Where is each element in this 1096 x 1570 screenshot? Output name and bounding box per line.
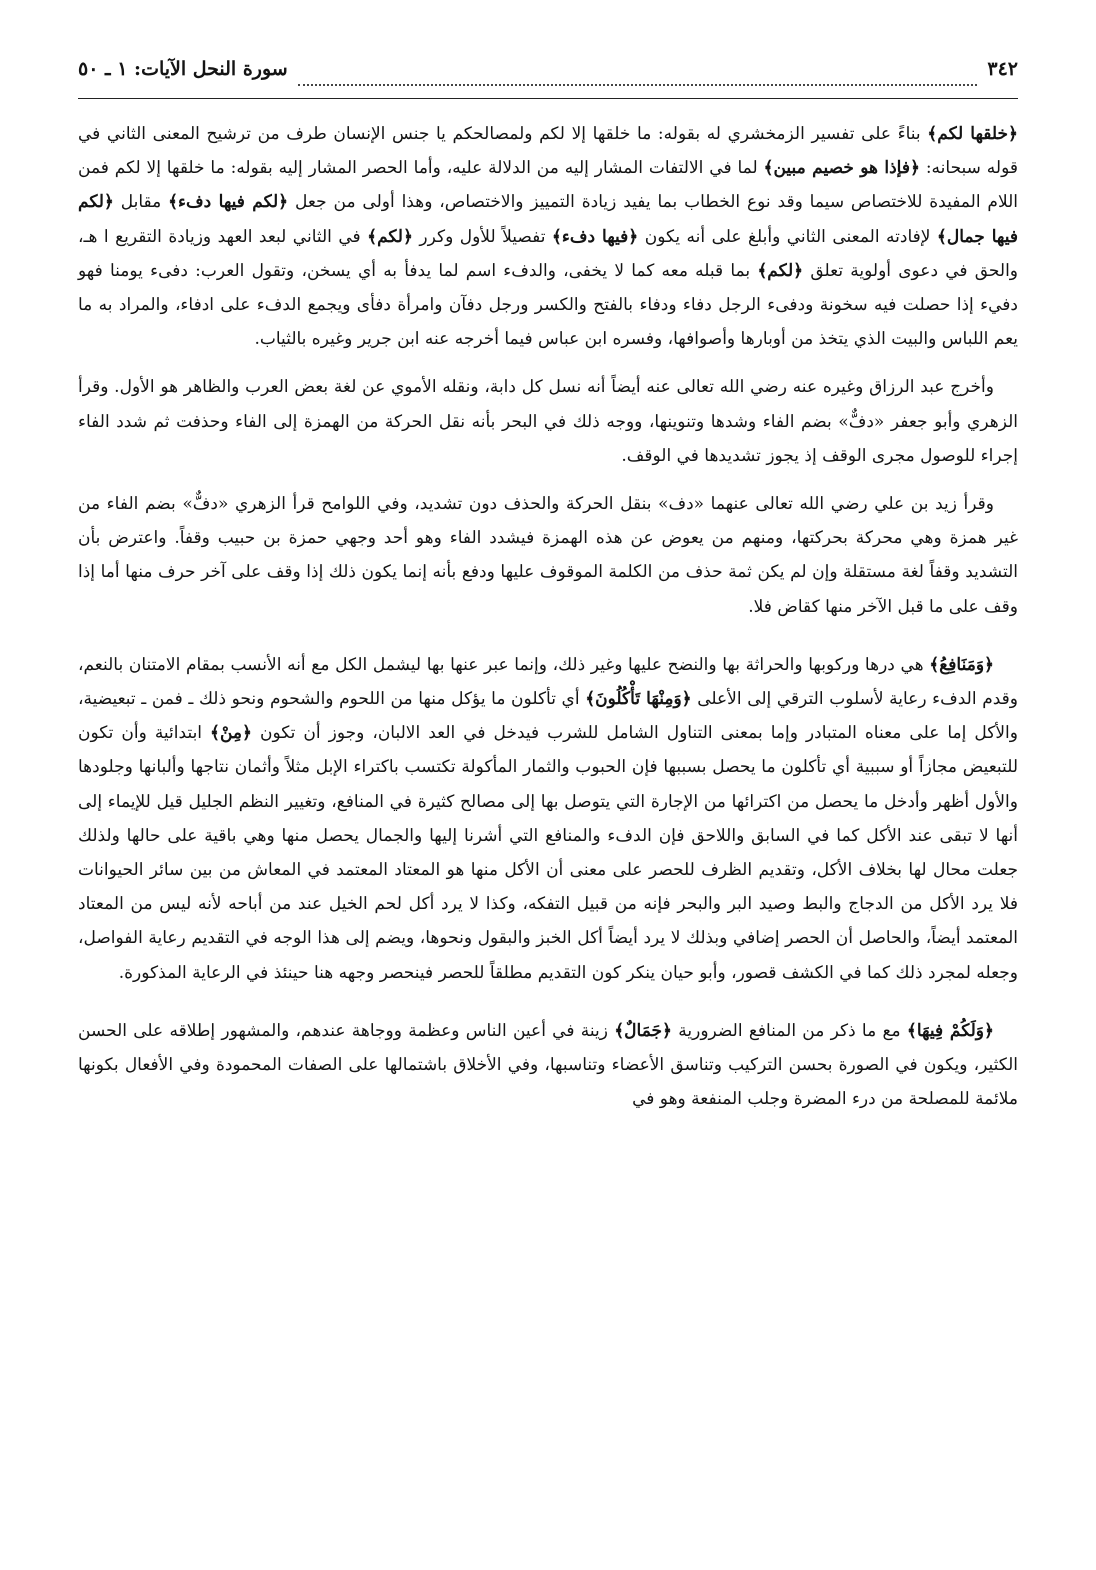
quran-quote: ﴿لكم فيها دفء﴾: [168, 192, 289, 213]
quran-quote: ﴿فإذا هو خصيم مبين﴾: [763, 158, 920, 179]
quran-quote: ﴿خلقها لكم﴾: [927, 124, 1018, 144]
quran-quote: ﴿وَمِنْهَا تَأْكُلُونَ﴾: [585, 689, 692, 710]
paragraph-text: أي تأكلون ما يؤكل منها من اللحوم والشحوم ونحو ذلك ـ فمن ـ تبعيضية، والأكل إما على معناه المتبادر وإما بمعنى التناول الشامل للشرب فيدخل في العد الالبان، وجوز أن تكون: [78, 689, 1018, 744]
paragraph: [78, 117, 1018, 356]
paragraph-text: بما قبله معه كما لا يخفى، والدفء اسم لما يدفأ به أي يسخن، وتقول العرب: دفىء يومنا فهو دفيء إذا حصلت فيه سخونة ودفىء الرجل دفاء ودفاء بالفتح والكسر ورجل دفآن وامرأة دفأى ويجمع الدفء على ادفاء، والمراد به ما يعم اللباس والبيت الذي يتخذ من أوبارها وأصوافها، وفسره ابن عباس فيما أخرجه عنه ابن جرير وغيره بالثياب.: [78, 260, 1018, 350]
quran-quote: ﴿مِنْ﴾: [210, 723, 252, 744]
paragraph: [78, 487, 1018, 624]
quran-quote: ﴿وَمَنَافِعُ﴾: [929, 654, 994, 675]
paragraph-text: لإفادته المعنى الثاني وأبلغ على أنه يكون: [638, 226, 937, 247]
quran-quote: ﴿جَمَالٌ﴾: [614, 1020, 672, 1041]
paragraph-text: هي درها وركوبها والحراثة بها والنضح عليها وغير ذلك، وإنما عبر عنها بها ليشمل الكل مع أنه الأنسب بمقام الامتنان بالنعم، وقدم الدفء رعاية لأسلوب الترقي إلى الأعلى: [78, 654, 1018, 710]
quran-quote: ﴿لكم﴾: [757, 260, 804, 281]
page-number: ٣٤٢: [987, 58, 1018, 80]
paragraph-text: مقابل: [113, 192, 169, 213]
chapter-title: سورة النحل الآيات: ١ ـ ٥٠: [78, 58, 288, 80]
quran-quote: ﴿لكم﴾: [367, 226, 413, 247]
quran-quote: ﴿فيها دفء﴾: [551, 226, 639, 247]
paragraph: [78, 370, 1018, 473]
header-leader-dots: [298, 70, 978, 86]
page-body: [78, 117, 1018, 1116]
paragraph-text: تفصيلاً للأول وكرر: [412, 226, 552, 247]
paragraph-text: وأخرج عبد الرزاق وغيره عنه رضي الله تعالى عنه أيضاً أنه نسل كل دابة، ونقله الأموي عن لغة بعض العرب والظاهر هو الأول. وقرأ الزهري وأبو جعفر «دفٌّ» بضم الفاء وشدها وتنوينها، ووجه ذلك في البحر بأنه نقل الحركة من الهمزة إلى الفاء وحذفت ثم شدد الفاء إجراء للوصول مجرى الوقف إذ يجوز تشديدها في الوقف.: [78, 377, 1018, 466]
paragraph-text: بناءً على تفسير الزمخشري له بقوله: ما خلقها إلا لكم ولمصالحكم يا جنس الإنسان طرف من ترشيح المعنى الثاني في قوله سبحانه:: [78, 124, 1019, 179]
paragraph-text: في الثاني لبعد العهد وزيادة التقريع ا هـ، والحق في دعوى أولوية تعلق: [78, 226, 1018, 281]
paragraph: [78, 648, 1018, 990]
paragraph: [78, 1014, 1018, 1117]
quran-quote: ﴿وَلَكُمْ فِيهَا﴾: [906, 1020, 994, 1041]
paragraph-text: وقرأ زيد بن علي رضي الله تعالى عنهما «دف» بنقل الحركة والحذف دون تشديد، وفي اللوامح قرأ الزهري «دفٌّ» بضم الفاء من غير همزة وهي محركة بحركتها، ومنهم من يعوض عن هذه الهمزة فيشدد الفاء وهو أحد وجهي حمزة بن حبيب وقفاً. واعترض بأن التشديد وقفاً لغة مستقلة وإن لم يكن ثمة حذف من الكلمة الموقوف عليها ودفع بأنه إنما يكون ذلك إذا وقف على آخر حرف منها أما إذا وقف على ما قبل الآخر منها كقاض فلا.: [78, 494, 1018, 617]
paragraph-text: زينة في أعين الناس وعظمة ووجاهة عندهم، والمشهور إطلاقه على الحسن الكثير، ويكون في الصورة بحسن التركيب وتناسق الأعضاء وتناسبها، وفي الأخلاق باشتمالها على الصفات المحمودة وفي الأفعال بكونها ملائمة للمصلحة من درء المضرة وجلب المنفعة وهو في: [78, 1020, 1018, 1110]
book-page: [78, 58, 1018, 1130]
paragraph-text: مع ما ذكر من المنافع الضرورية: [672, 1020, 907, 1041]
paragraph-text: لما في الالتفات المشار إليه من الدلالة عليه، وأما الحصر المشار إليه بقوله: ما خلقها إلا لكم فمن اللام المفيدة للاختصاص سيما وقد نوع الخطاب بما يفيد زيادة التمييز والاختصاص، وهذا أولى من جعل: [78, 158, 1018, 213]
page-header: [78, 58, 1018, 99]
quran-quote: ﴿لكم فيها جمال﴾: [78, 192, 1018, 247]
paragraph-text: ابتدائية وأن تكون للتبعيض مجازاً أو سببية أي تأكلون ما يحصل بسببها فإن الحبوب والثمار المأكولة تكتسب باكتراء الإبل مثلاً وأثمان نتاجها وألبانها وجلودها والأول أظهر وأدخل ما يحصل من اكترائها من الإجارة التي يتوصل بها إلى مصالح كثيرة في المنافع، وتغيير النظم الجليل قيل للإيماء إلى أنها لا تبقى عند الأكل كما في السابق واللاحق فإن الدفء والمنافع التي أشرنا إليها والجمال يحصل منها وهي باقية على حالها ولذلك جعلت محال لها بخلاف الأكل، وتقديم الظرف للحصر على معنى أن الأكل منها هو المعتاد المعتمد في المعاش من بين سائر الحيوانات فلا يرد الأكل من الدجاج والبط وصيد البر والبحر فإنه من قبيل التفكه، وكذا لا يرد أكل لحم الخيل عند من أباحه لأنه ليس من المعتاد المعتمد أيضاً، والحاصل أن الحصر إضافي وبذلك لا يرد أيضاً أكل الخبز والبقول ونحوها، ويضم إلى هذا الوجه في التقديم رعاية الفواصل، وجعله لمجرد ذلك كما في الكشف قصور، وأبو حيان ينكر كون التقديم مطلقاً للحصر فينحصر وجهه هنا حينئذ في الرعاية المذكورة.: [78, 723, 1018, 983]
